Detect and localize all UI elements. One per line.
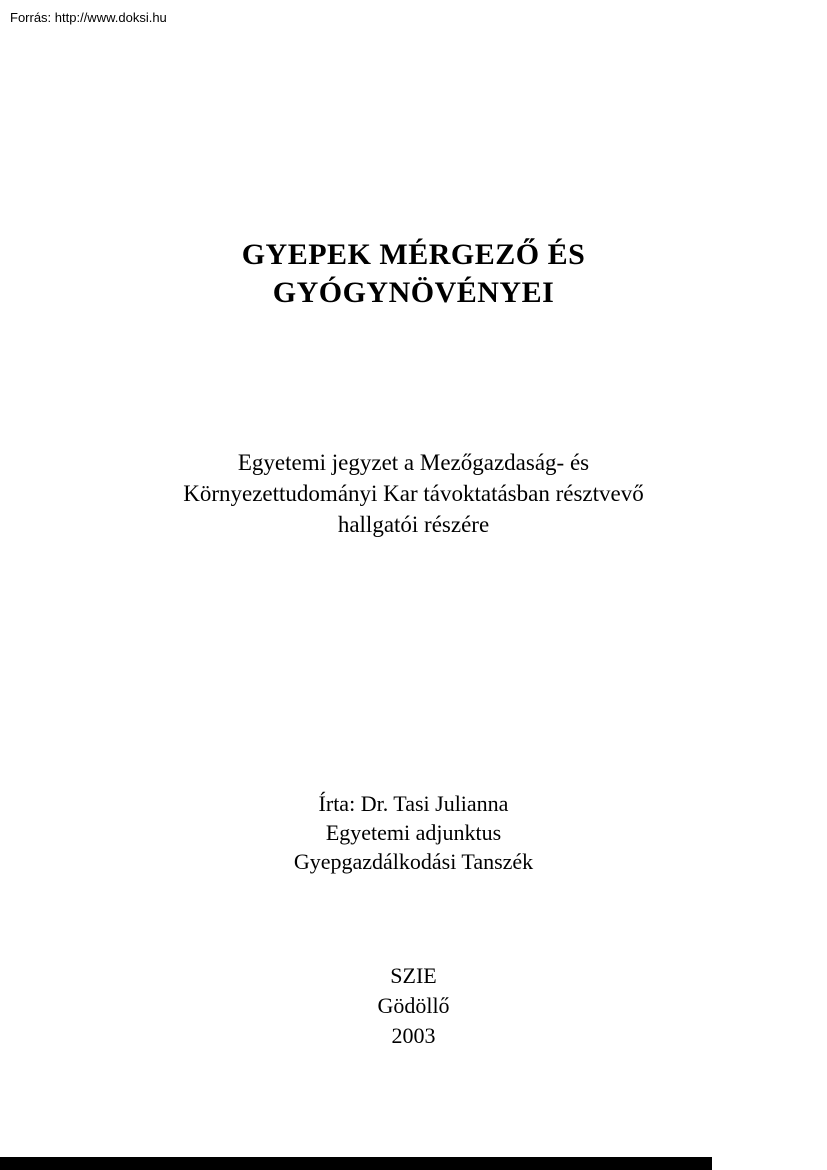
imprint-block [0, 961, 827, 1051]
title-line-1: GYEPEK MÉRGEZŐ ÉS [241, 238, 586, 271]
document-title [0, 236, 827, 312]
imprint-institution: SZIE [390, 963, 437, 988]
scan-artifact-bar [0, 1157, 712, 1170]
author-block [0, 789, 827, 876]
imprint-year: 2003 [391, 1023, 436, 1048]
author-department: Gyepgazdálkodási Tanszék [293, 849, 534, 874]
subtitle-line-2: Környezettudományi Kar távoktatásban résztvevő [183, 481, 644, 506]
subtitle-line-3: hallgatói részére [337, 512, 490, 537]
source-note: Forrás: http://www.doksi.hu [10, 10, 167, 25]
document-subtitle [0, 447, 827, 540]
imprint-city: Gödöllő [377, 993, 450, 1018]
author-name: Írta: Dr. Tasi Julianna [318, 791, 509, 816]
author-position: Egyetemi adjunktus [325, 820, 502, 845]
subtitle-line-1: Egyetemi jegyzet a Mezőgazdaság- és [237, 450, 590, 475]
title-line-2: GYÓGYNÖVÉNYEI [272, 276, 555, 309]
